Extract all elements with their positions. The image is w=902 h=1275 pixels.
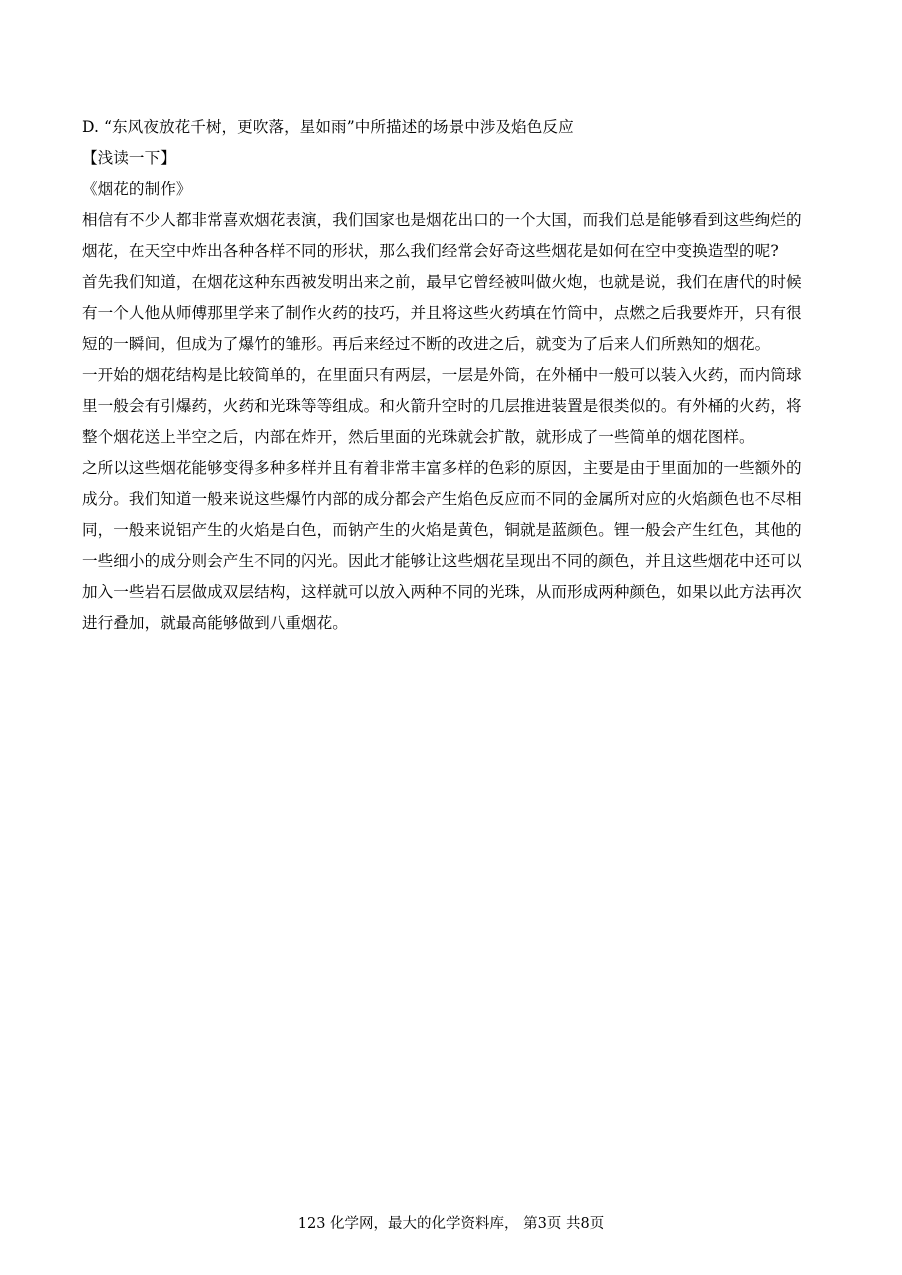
paragraph-line: 一开始的烟花结构是比较简单的，在里面只有两层，一层是外筒，在外桶中一般可以装入火药，而内筒球 xyxy=(82,366,802,384)
page-footer: 123 化学网，最大的化学资料库， 第3页 共8页 xyxy=(297,1216,605,1232)
paragraph-line: 一些细小的成分则会产生不同的闪光。因此才能够让这些烟花呈现出不同的颜色，并且这些烟花中还可以 xyxy=(82,552,802,570)
paragraph-line: 加入一些岩石层做成双层结构，这样就可以放入两种不同的光珠，从而形成两种颜色，如果以此方法再次 xyxy=(82,583,802,601)
page-content xyxy=(82,112,822,639)
option-d: D. “东风夜放花千树，更吹落，星如雨”中所描述的场景中涉及焰色反应 xyxy=(82,118,574,136)
paragraph-line: 相信有不少人都非常喜欢烟花表演，我们国家也是烟花出口的一个大国，而我们总是能够看到这些绚烂的 xyxy=(82,211,802,229)
paragraph-line: 里一般会有引爆药，火药和光珠等等组成。和火箭升空时的几层推进装置是很类似的。有外桶的火药，将 xyxy=(82,397,802,415)
paragraph-line: 整个烟花送上半空之后，内部在炸开，然后里面的光珠就会扩散，就形成了一些简单的烟花图样。 xyxy=(82,428,755,446)
paragraph-line: 烟花，在天空中炸出各种各样不同的形状，那么我们经常会好奇这些烟花是如何在空中变换造型的呢? xyxy=(82,242,779,260)
paragraph-4 xyxy=(82,453,822,639)
paragraph-line: 之所以这些烟花能够变得多种多样并且有着非常丰富多样的色彩的原因，主要是由于里面加的一些额外的 xyxy=(82,459,802,477)
article-title: 《烟花的制作》 xyxy=(82,180,192,198)
paragraph-3 xyxy=(82,360,822,453)
paragraph-line: 成分。我们知道一般来说这些爆竹内部的成分都会产生焰色反应而不同的金属所对应的火焰颜色也不尽相 xyxy=(82,490,802,508)
section-heading: 【浅读一下】 xyxy=(82,149,176,167)
paragraph-line: 有一个人他从师傅那里学来了制作火药的技巧，并且将这些火药填在竹筒中，点燃之后我要炸开，只有很 xyxy=(82,304,802,322)
paragraph-line: 短的一瞬间，但成为了爆竹的雏形。再后来经过不断的改进之后，就变为了后来人们所熟知的烟花。 xyxy=(82,335,771,353)
paragraph-line: 进行叠加，就最高能够做到八重烟花。 xyxy=(82,614,348,632)
paragraph-line: 首先我们知道，在烟花这种东西被发明出来之前，最早它曾经被叫做火炮，也就是说，我们在唐代的时候 xyxy=(82,273,802,291)
paragraph-line: 同，一般来说铝产生的火焰是白色，而钠产生的火焰是黄色，铜就是蓝颜色。锂一般会产生红色，其他的 xyxy=(82,521,802,539)
paragraph-2 xyxy=(82,267,822,360)
paragraph-1 xyxy=(82,205,822,267)
